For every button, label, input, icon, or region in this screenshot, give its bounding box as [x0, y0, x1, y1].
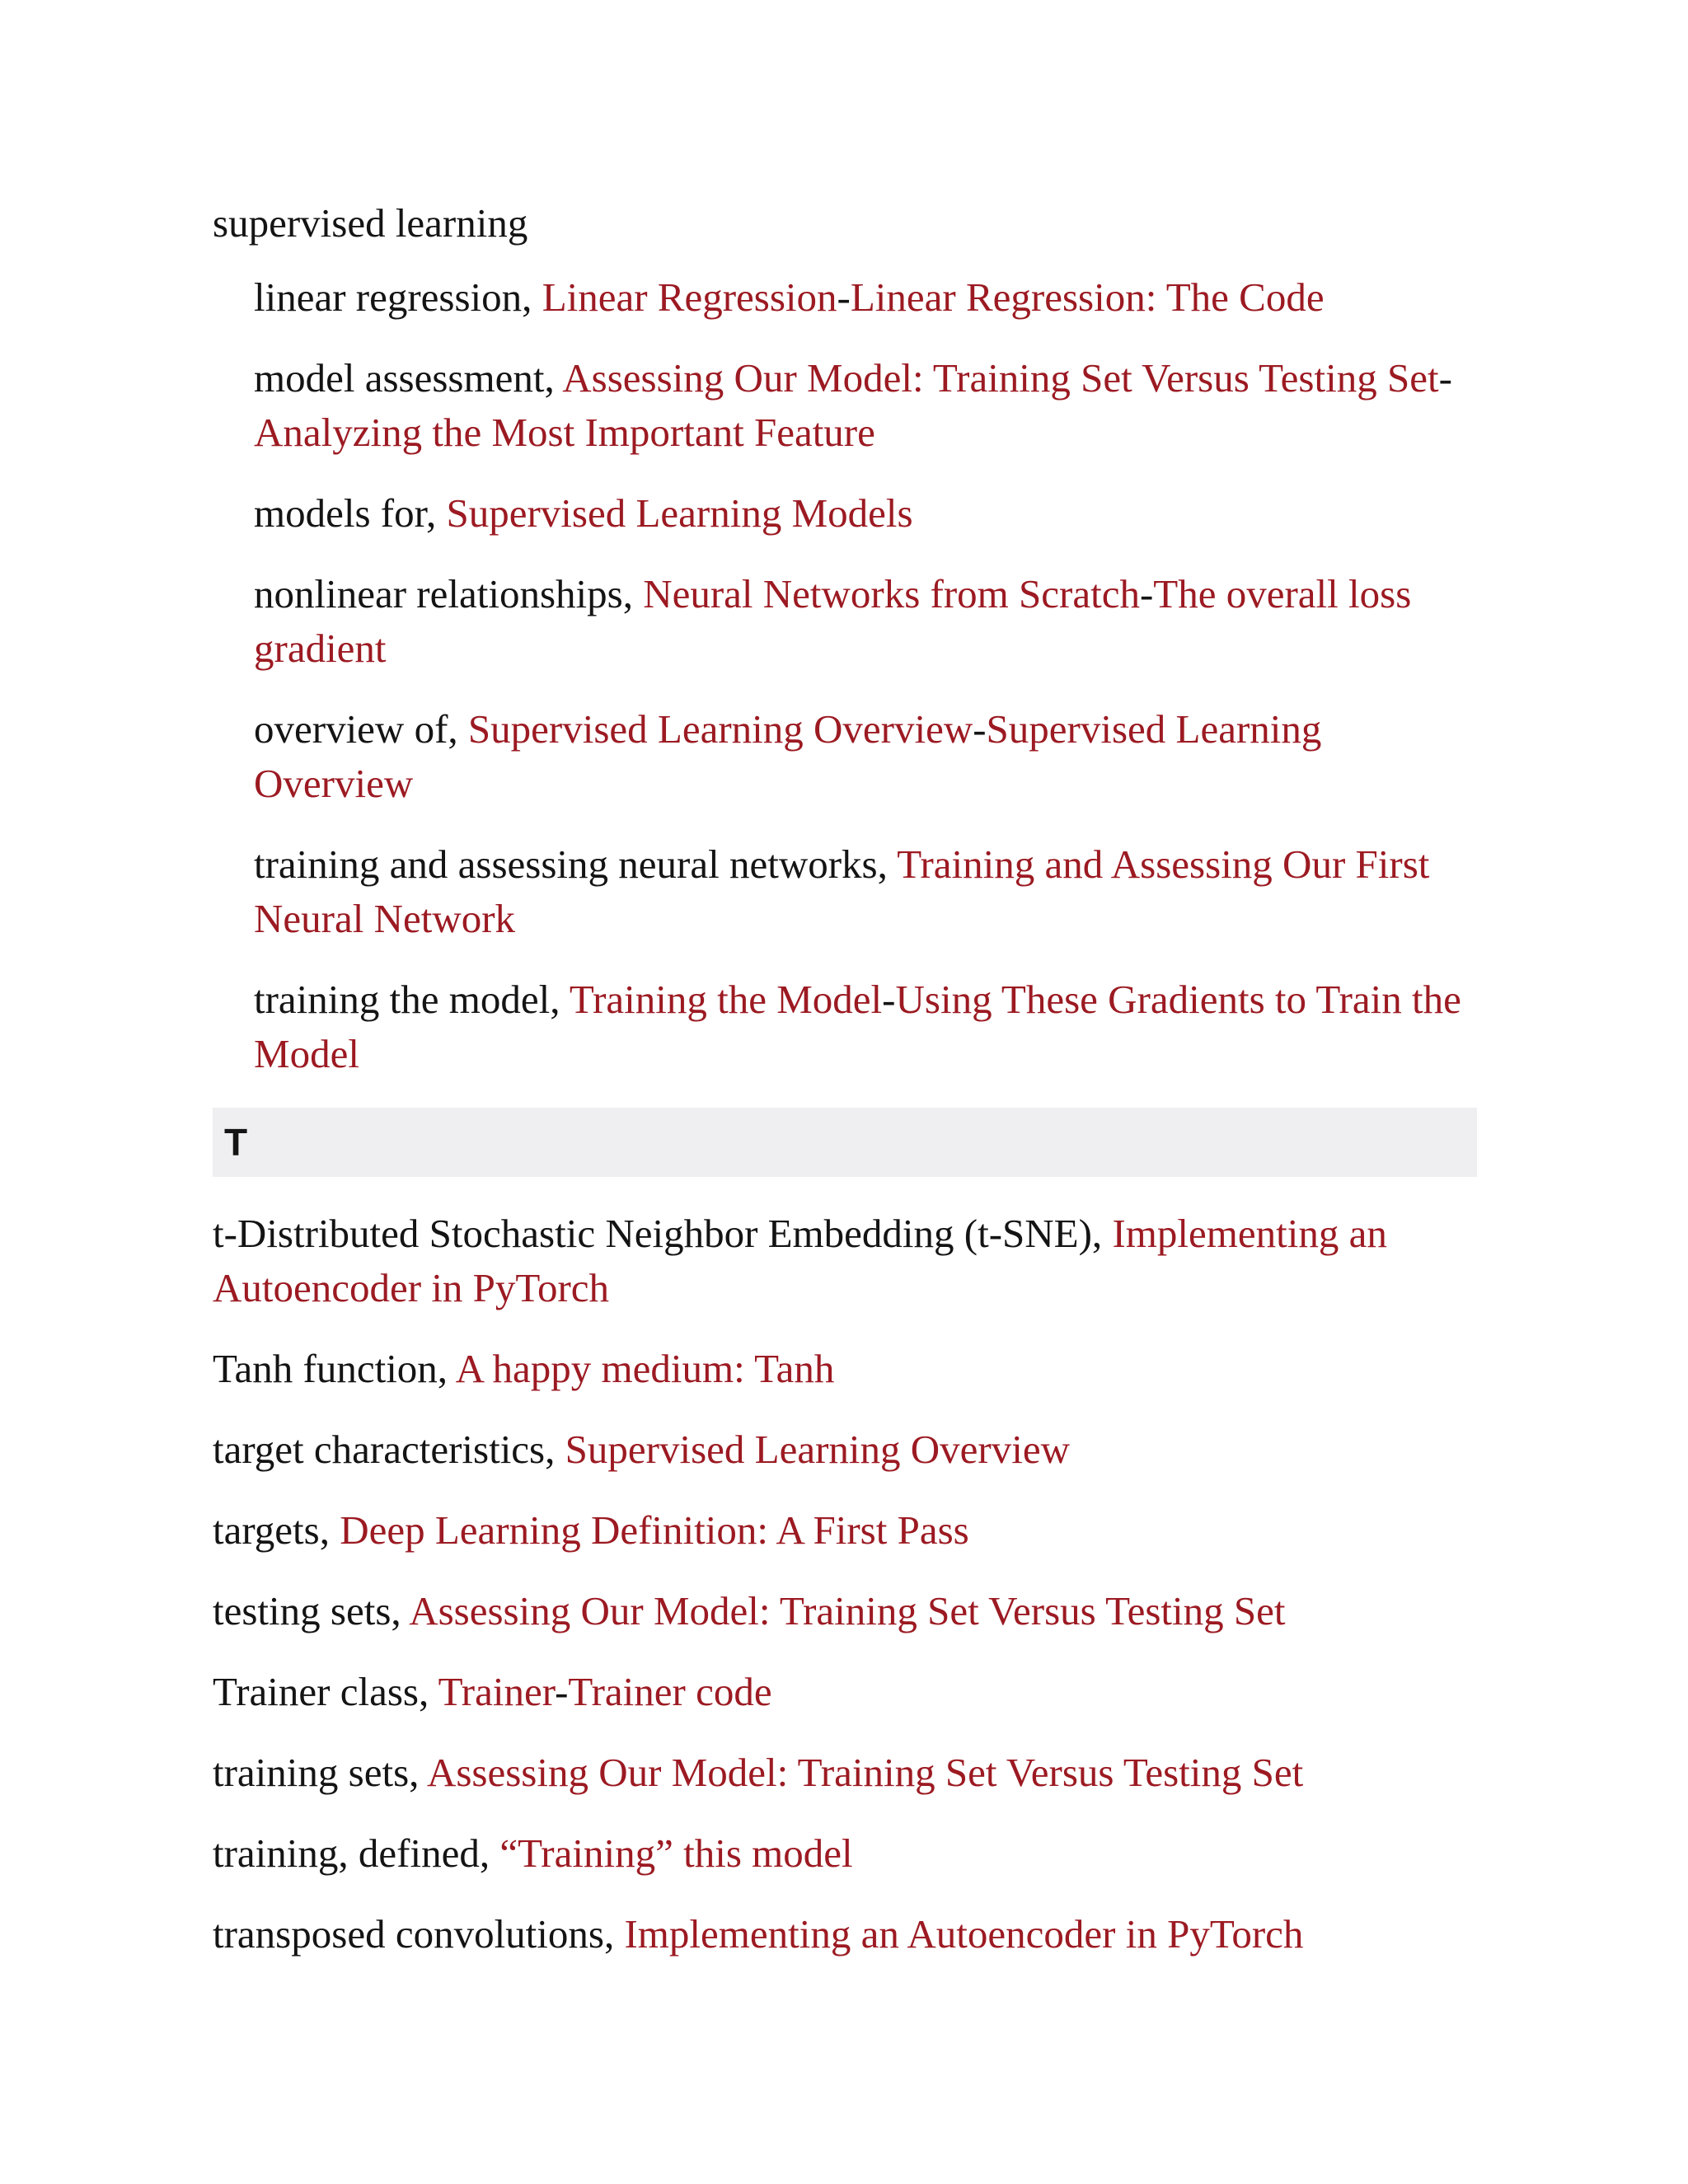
range-separator: - [837, 274, 851, 320]
range-separator: - [1139, 571, 1154, 616]
index-term: t-Distributed Stochastic Neighbor Embedding (t-SNE), [213, 1211, 1113, 1256]
section-letter: T [224, 1121, 248, 1164]
index-link[interactable]: Assessing Our Model: Training Set Versus Testing Set [426, 1750, 1304, 1795]
index-term: models for, [254, 490, 447, 536]
index-subentry-nonlinear-relationships [213, 567, 1477, 676]
index-link[interactable]: Trainer [438, 1669, 556, 1714]
index-entry-transposed-convolutions [213, 1907, 1477, 1961]
index-link[interactable]: Analyzing the Most Important Feature [254, 410, 875, 455]
index-link[interactable]: Training and Assessing Our First Neural Network [254, 841, 1430, 941]
index-term: testing sets, [213, 1588, 410, 1633]
index-entry-training-sets [213, 1746, 1477, 1800]
index-term: training sets, [213, 1750, 427, 1795]
index-term: targets, [213, 1507, 340, 1553]
index-link[interactable]: Training the Model [569, 977, 883, 1022]
index-term: training the model, [254, 977, 570, 1022]
index-link[interactable]: Supervised Learning Overview [254, 706, 1322, 806]
index-entry-testing-sets [213, 1584, 1477, 1638]
index-term: training and assessing neural networks, [254, 841, 898, 887]
range-separator: - [973, 706, 987, 752]
index-term: Trainer class, [213, 1669, 438, 1714]
index-link[interactable]: Trainer code [568, 1669, 772, 1714]
index-entry-target-characteristics [213, 1422, 1477, 1477]
index-term: linear regression, [254, 274, 542, 320]
index-link[interactable]: Linear Regression [542, 274, 837, 320]
index-link[interactable]: Assessing Our Model: Training Set Versus Testing Set [409, 1588, 1286, 1633]
index-term: training, defined, [213, 1830, 500, 1876]
index-term: transposed convolutions, [213, 1911, 625, 1957]
section-header-t [213, 1108, 1477, 1177]
index-term: model assessment, [254, 355, 563, 401]
index-entry-trainer-class [213, 1665, 1477, 1719]
range-separator: - [882, 977, 896, 1022]
index-link[interactable]: Deep Learning Definition: A First Pass [340, 1507, 969, 1553]
index-subentry-training-and-assessing [213, 837, 1477, 946]
index-entry-t-sne [213, 1207, 1477, 1315]
index-subentry-models-for [213, 486, 1477, 541]
index-link[interactable]: Supervised Learning Overview [467, 706, 973, 752]
index-subentry-training-the-model [213, 972, 1477, 1081]
index-term: Tanh function, [213, 1346, 456, 1391]
index-link[interactable]: Using These Gradients to Train the Model [254, 977, 1461, 1076]
index-entry-targets [213, 1503, 1477, 1558]
index-subentry-linear-regression [213, 270, 1477, 325]
range-separator: - [555, 1669, 569, 1714]
index-link[interactable]: Supervised Learning Models [446, 490, 913, 536]
index-link[interactable]: The overall loss gradient [254, 571, 1412, 671]
index-link[interactable]: Supervised Learning Overview [565, 1427, 1070, 1472]
range-separator: - [1438, 355, 1452, 401]
index-entry-training-defined [213, 1826, 1477, 1881]
index-link[interactable]: Linear Regression: The Code [850, 274, 1325, 320]
index-term: supervised learning [213, 200, 528, 246]
index-entry-tanh-function [213, 1342, 1477, 1396]
index-term: nonlinear relationships, [254, 571, 644, 616]
index-link[interactable]: Implementing an Autoencoder in PyTorch [624, 1911, 1304, 1957]
index-page [213, 196, 1477, 1988]
index-term: overview of, [254, 706, 468, 752]
index-link[interactable]: Neural Networks from Scratch [643, 571, 1140, 616]
index-term: target characteristics, [213, 1427, 565, 1472]
index-entry-supervised-learning [213, 196, 1477, 251]
index-link[interactable]: A happy medium: Tanh [455, 1346, 835, 1391]
index-link[interactable]: Assessing Our Model: Training Set Versus Testing Set [562, 355, 1439, 401]
index-subentry-model-assessment [213, 351, 1477, 460]
index-subentry-overview-of [213, 702, 1477, 811]
index-link[interactable]: “Training” this model [499, 1830, 853, 1876]
index-link[interactable]: Implementing an Autoencoder in PyTorch [213, 1211, 1387, 1310]
